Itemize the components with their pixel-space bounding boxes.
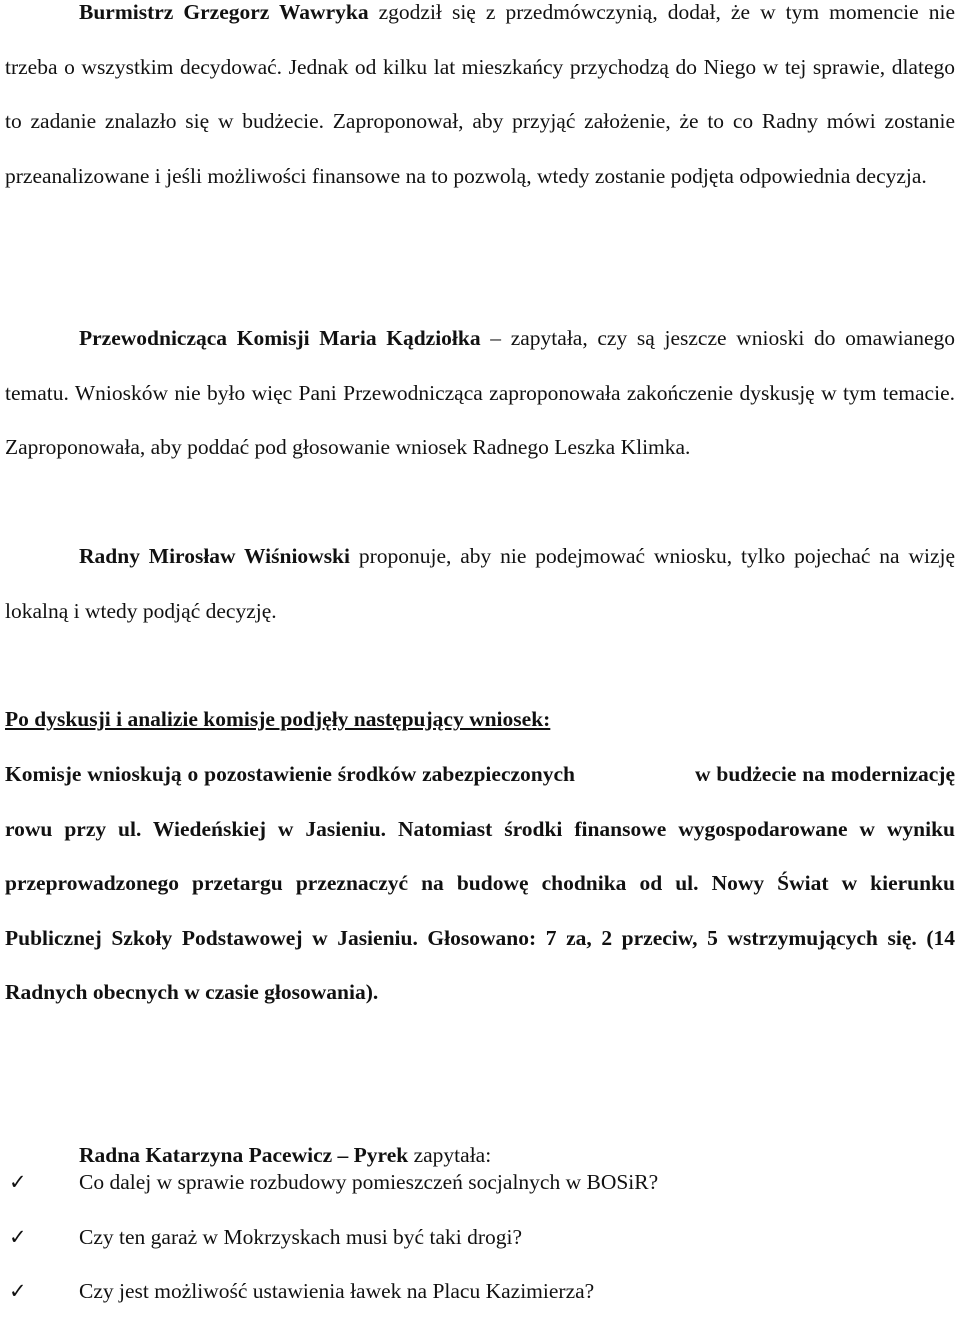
- paragraph-text: – zapytała, czy są jeszcze wnioski do omawianego tematu. Wniosków nie było więc Pani Przewodnicząca zaproponowała zakończenie dyskusję w tym temacie. Zaproponowała, aby poddać pod głosowanie wniosek Radnego Leszka Klimka.: [5, 326, 955, 459]
- conclusion-text-part-2: w budżecie na modernizację rowu przy ul. Wiedeńskiej w Jasieniu. Natomiast środki finansowe wygospodarowane w wyniku przeprowadzonego przetargu przeznaczyć na budowę chodnika od ul. Nowy Świat w kierunku Publicznej Szkoły Podstawowej w Jasieniu. Głosowano: 7 za, 2 przeciw, 5 wstrzymujących się. (14 Radnych obecnych w czasie głosowania).: [5, 762, 956, 1004]
- paragraph-text: zapytała:: [408, 1143, 492, 1167]
- speaker-name: Przewodnicząca Komisji Maria Kądziołka: [79, 326, 481, 350]
- check-mark-icon: ✓: [9, 1224, 27, 1249]
- conclusion-text-part-1: Komisje wnioskują o pozostawienie środków zabezpieczonych: [5, 762, 575, 786]
- conclusion-heading-text: Po dyskusji i analizie komisje podjęły następujący wniosek:: [5, 707, 551, 731]
- question-list: [5, 1155, 955, 1319]
- conclusion-heading: [5, 692, 955, 747]
- question-text: Co dalej w sprawie rozbudowy pomieszczeń socjalnych w BOSiR?: [79, 1170, 659, 1194]
- speaker-name: Radny Mirosław Wiśniowski: [79, 544, 350, 568]
- check-mark-icon: ✓: [9, 1170, 27, 1194]
- speaker-name: Radna Katarzyna Pacewicz – Pyrek: [79, 1143, 409, 1167]
- list-item: [5, 1264, 955, 1319]
- list-item: [5, 1210, 955, 1265]
- list-item: [5, 1155, 955, 1210]
- speaker-name: Burmistrz Grzegorz Wawryka: [79, 0, 369, 24]
- paragraph-text: proponuje, aby nie podejmować wniosku, tylko pojechać na wizję lokalną i wtedy podjąć decyzję.: [5, 544, 956, 623]
- check-mark-icon: ✓: [9, 1279, 27, 1303]
- question-text: Czy ten garaż w Mokrzyskach musi być taki drogi?: [79, 1224, 523, 1249]
- question-text: Czy jest możliwość ustawienia ławek na Placu Kazimierza?: [79, 1279, 595, 1303]
- conclusion-body: [5, 747, 955, 1020]
- paragraph-text: zgodził się z przedmówczynią, dodał, że w tym momencie nie trzeba o wszystkim decydować. Jednak od kilku lat mieszkańcy przychodzą do Niego w tej sprawie, dlatego to zadanie znalazło się w budżecie. Zaproponował, aby przyjąć założenie, że to co Radny mówi zostanie przeanalizowane i jeśli możliwości finansowe na to pozwolą, wtedy zostanie podjęta odpowiednia decyzja.: [5, 0, 955, 188]
- paragraph-mayor: [5, 0, 955, 203]
- paragraph-councillor-wisniowski: [5, 529, 955, 638]
- paragraph-chairwoman: [5, 311, 955, 475]
